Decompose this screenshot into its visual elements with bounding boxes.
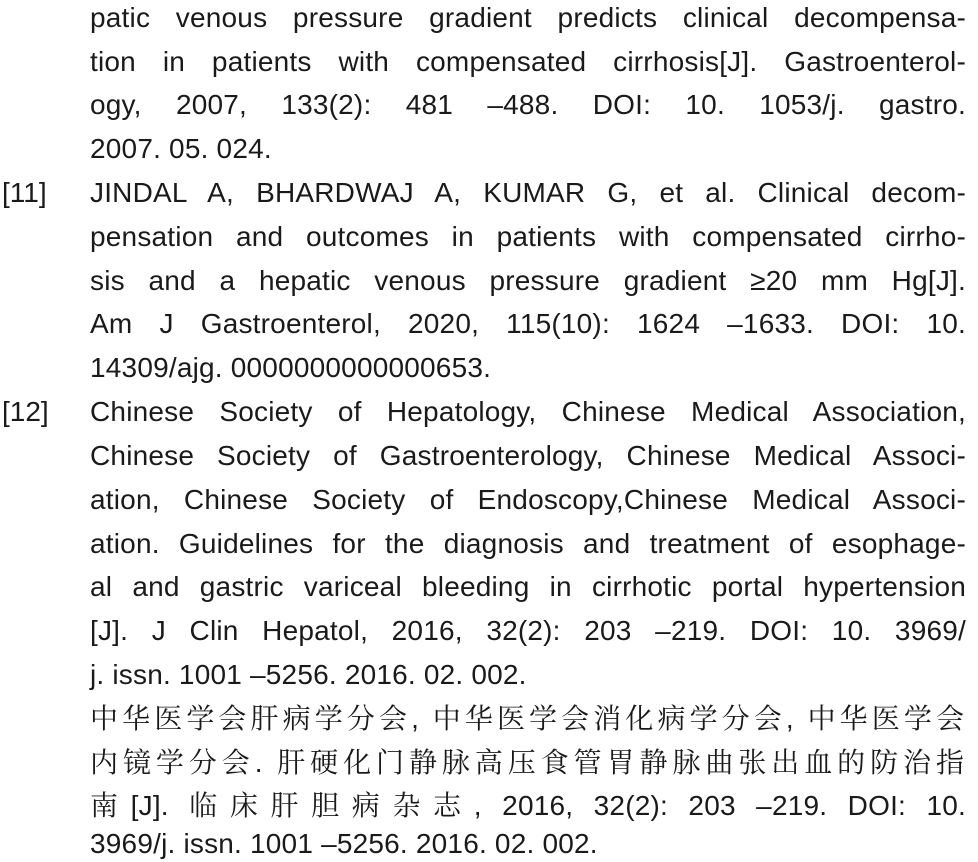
reference-line: [J]. J Clin Hepatol, 2016, 32(2): 203 –219. DOI: 10. 3969/ [90,615,966,646]
reference-line: ogy, 2007, 133(2): 481 –488. DOI: 10. 1053/j. gastro. [90,89,966,120]
reference-number: [11] [2,177,47,208]
reference-line: Chinese Society of Gastroenterology, Chinese Medical Associ- [90,440,966,471]
reference-line: tion in patients with compensated cirrhosis[J]. Gastroenterol- [90,46,966,77]
reference-number: [12] [2,396,49,427]
reference-line: patic venous pressure gradient predicts clinical decompensa- [90,2,966,33]
reference-line: ation, Chinese Society of Endoscopy,Chinese Medical Associ- [90,484,966,515]
reference-line: 14309/ajg. 0000000000000653. [90,352,492,383]
reference-line: pensation and outcomes in patients with compensated cirrho- [90,221,966,252]
reference-line: Chinese Society of Hepatology, Chinese Medical Association, [90,396,966,427]
reference-line: JINDAL A, BHARDWAJ A, KUMAR G, et al. Clinical decom- [90,177,966,208]
reference-line: sis and a hepatic venous pressure gradient ≥20 mm Hg[J]. [90,265,966,296]
reference-line: 南[J]. 临床肝胆病杂志, 2016, 32(2): 203 –219. DOI: 10. [90,790,966,821]
reference-line: j. issn. 1001 –5256. 2016. 02. 002. [90,659,527,690]
reference-line: 内镜学分会. 肝硬化门静脉高压食管胃静脉曲张出血的防治指 [90,747,966,778]
reference-line: 中华医学会肝病学分会, 中华医学会消化病学分会, 中华医学会 [90,703,966,734]
reference-line: Am J Gastroenterol, 2020, 115(10): 1624 –1633. DOI: 10. [90,308,966,339]
reference-line: 2007. 05. 024. [90,133,272,164]
reference-line: 3969/j. issn. 1001 –5256. 2016. 02. 002. [90,828,598,859]
reference-line: ation. Guidelines for the diagnosis and treatment of esophage- [90,528,966,559]
reference-line: al and gastric variceal bleeding in cirrhotic portal hypertension [90,571,966,602]
